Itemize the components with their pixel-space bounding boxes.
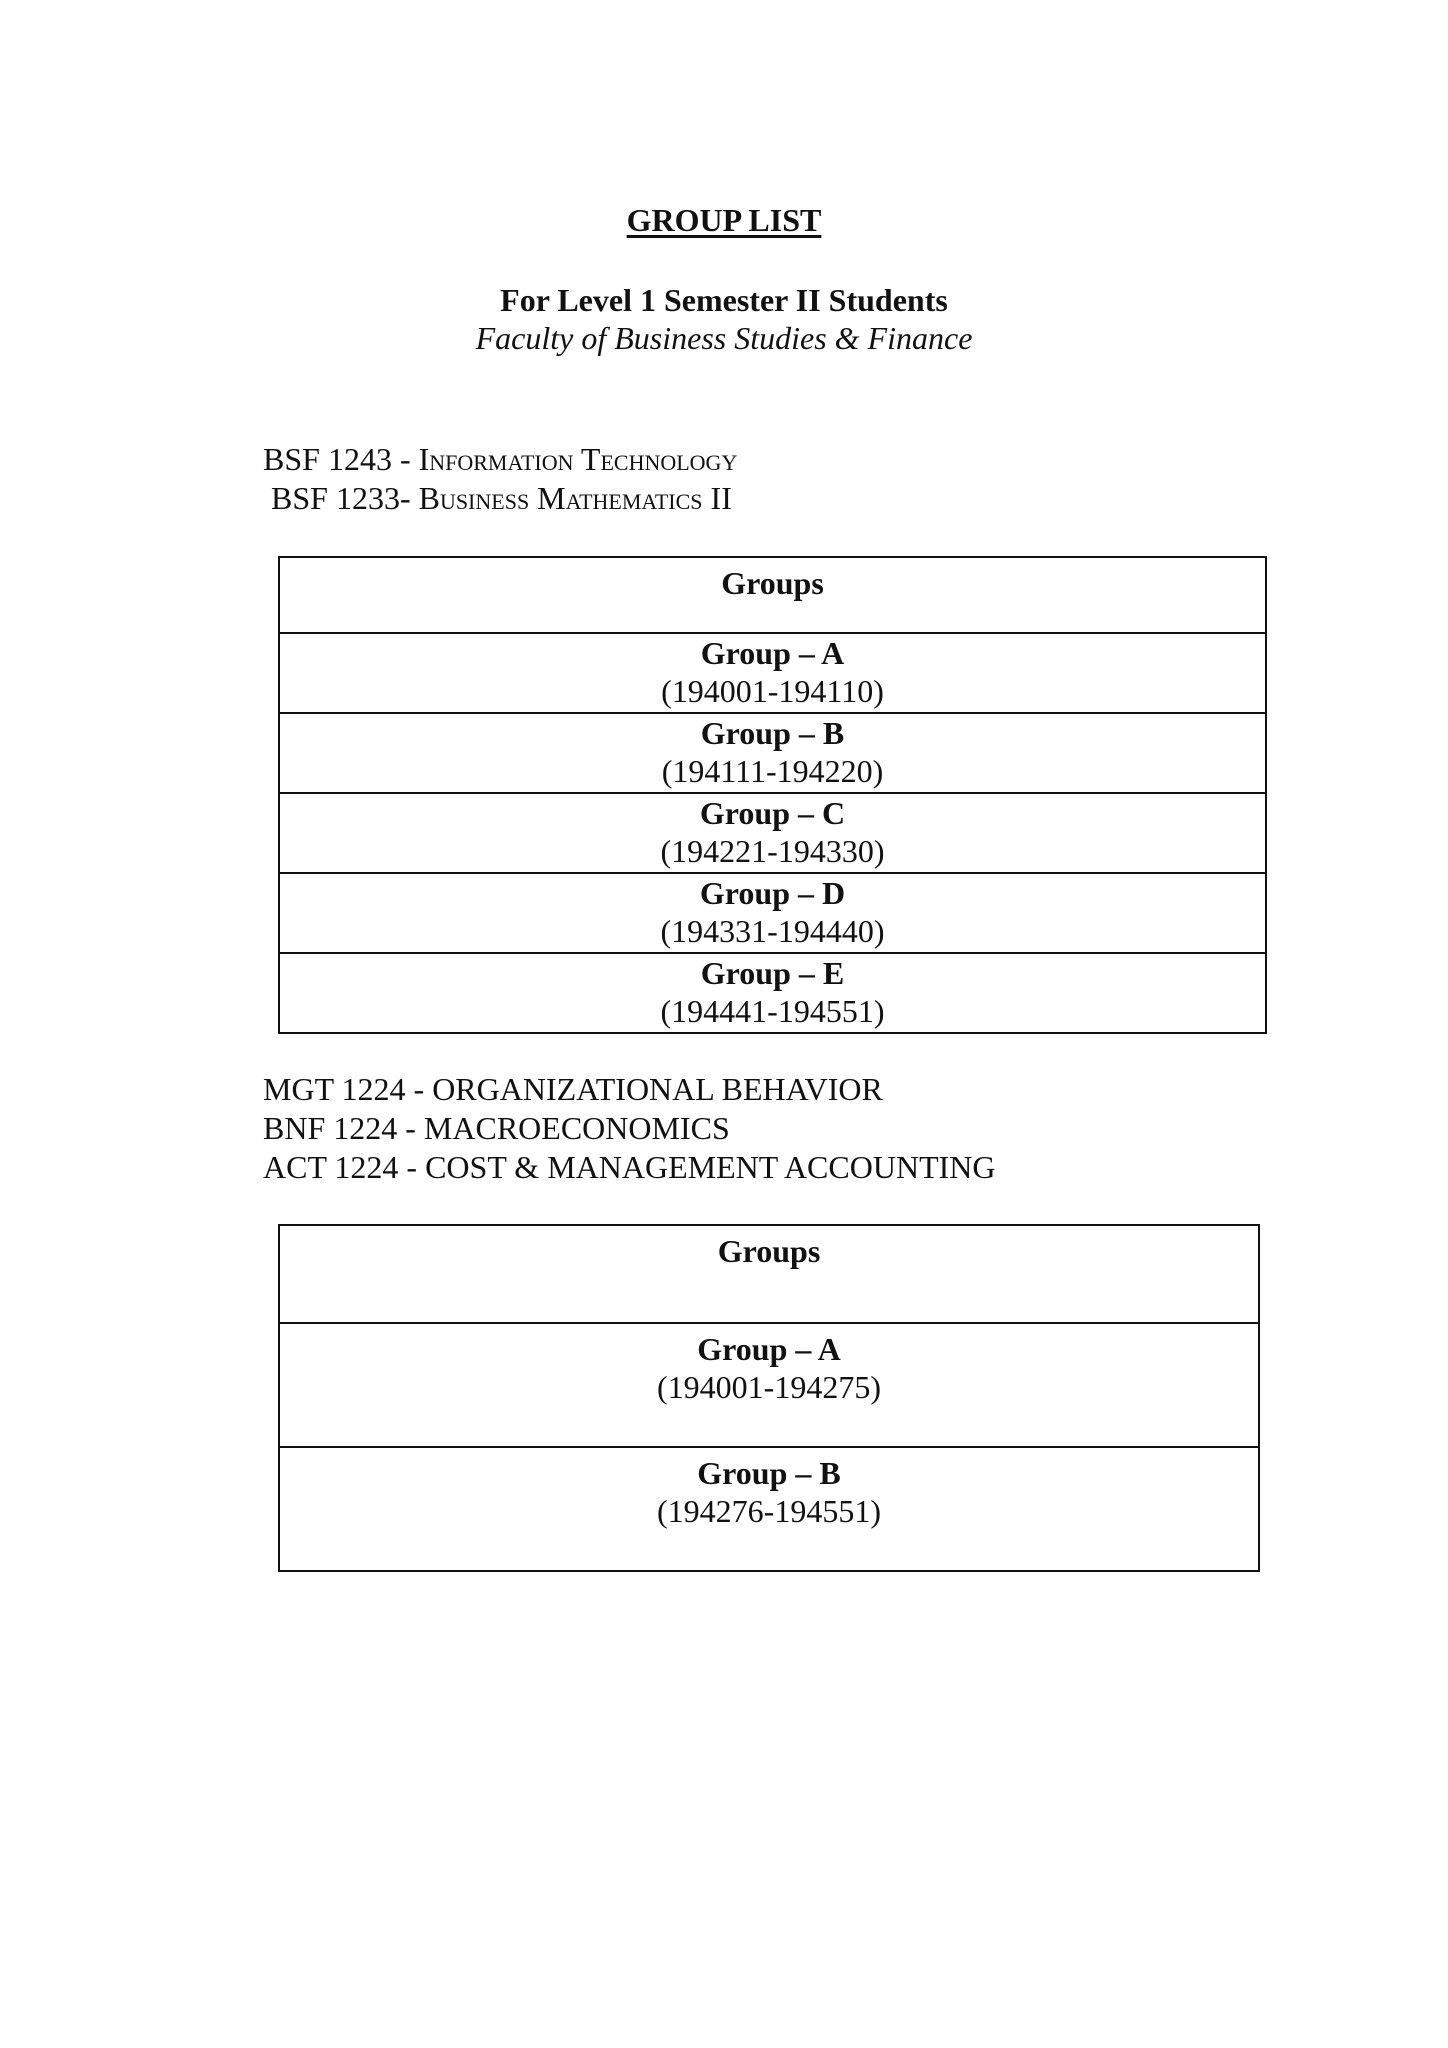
table-row xyxy=(279,873,1266,953)
group-name: Group – B xyxy=(697,1455,841,1491)
table-row xyxy=(279,953,1266,1033)
table-header-row xyxy=(279,557,1266,633)
page-subtitle: For Level 1 Semester II Students xyxy=(500,282,948,318)
group-table-1 xyxy=(278,556,1267,1034)
table-header-cell xyxy=(279,1225,1259,1323)
group-cell xyxy=(279,633,1266,713)
table-header-cell xyxy=(279,557,1266,633)
course-list-2 xyxy=(263,1070,995,1187)
course-line: BNF 1224 - MACROECONOMICS xyxy=(263,1110,730,1146)
course-line: ACT 1224 - COST & MANAGEMENT ACCOUNTING xyxy=(263,1149,996,1185)
table-header-row xyxy=(279,1225,1259,1323)
faculty-name: Faculty of Business Studies & Finance xyxy=(475,320,973,356)
groups-header: Groups xyxy=(721,565,824,601)
table-row xyxy=(279,713,1266,793)
group-table-2 xyxy=(278,1224,1260,1572)
table-row xyxy=(279,1447,1259,1571)
course-code: BSF 1233- xyxy=(271,480,419,516)
group-name: Group – B xyxy=(700,715,845,751)
group-name: Group – D xyxy=(699,875,846,911)
course-name: Business Mathematics II xyxy=(418,480,732,516)
group-cell xyxy=(279,793,1266,873)
group-cell xyxy=(279,713,1266,793)
group-name: Group – A xyxy=(700,635,845,671)
course-code: BSF 1243 - xyxy=(263,441,419,477)
group-name: Group – E xyxy=(700,955,845,991)
group-range: (194001-194110) xyxy=(661,673,884,709)
page-title: GROUP LIST xyxy=(626,202,822,238)
table-row xyxy=(279,793,1266,873)
group-range: (194331-194440) xyxy=(660,913,885,949)
group-name: Group – C xyxy=(699,795,846,831)
group-range: (194276-194551) xyxy=(657,1493,881,1529)
group-cell xyxy=(279,1447,1259,1571)
course-name: Information Technology xyxy=(418,441,738,477)
group-range: (194001-194275) xyxy=(657,1369,881,1405)
group-cell xyxy=(279,1323,1259,1447)
group-range: (194111-194220) xyxy=(661,753,884,789)
table-row xyxy=(279,1323,1259,1447)
course-list-1 xyxy=(263,440,737,518)
group-name: Group – A xyxy=(697,1331,841,1367)
course-line xyxy=(263,440,737,479)
group-cell xyxy=(279,873,1266,953)
group-cell xyxy=(279,953,1266,1033)
table-row xyxy=(279,633,1266,713)
group-range: (194441-194551) xyxy=(660,993,885,1029)
group-range: (194221-194330) xyxy=(660,833,885,869)
groups-header: Groups xyxy=(717,1233,821,1269)
course-line xyxy=(263,479,737,518)
course-line: MGT 1224 - ORGANIZATIONAL BEHAVIOR xyxy=(263,1071,883,1107)
